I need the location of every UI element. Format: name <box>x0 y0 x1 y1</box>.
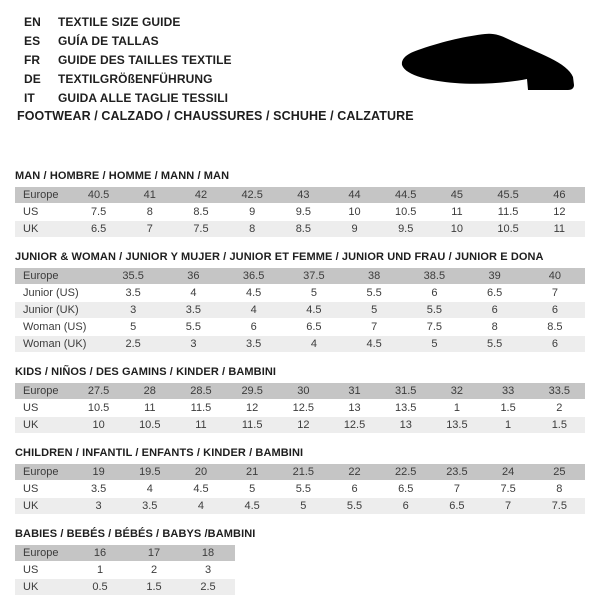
size-cell: 1 <box>483 417 534 434</box>
size-cell: 8.5 <box>278 221 329 238</box>
size-cell: 29.5 <box>227 383 278 400</box>
size-cell: 4 <box>163 285 223 302</box>
table-row <box>15 268 585 285</box>
section-title: MAN / HOMBRE / HOMME / MANN / MAN <box>15 170 230 182</box>
size-cell: 24 <box>483 464 534 481</box>
language-code: IT <box>24 91 35 105</box>
size-cell: 4.5 <box>175 481 226 498</box>
row-label: Europe <box>15 268 103 285</box>
size-cell: 9.5 <box>380 221 431 238</box>
size-cell: 11 <box>175 417 226 434</box>
size-section <box>15 170 585 238</box>
size-tables <box>15 170 585 596</box>
size-cell: 6.5 <box>431 498 482 515</box>
size-cell: 12 <box>534 204 585 221</box>
size-cell: 9 <box>227 204 278 221</box>
row-label: Junior (US) <box>15 285 103 302</box>
row-label: UK <box>15 579 73 596</box>
size-cell: 40 <box>525 268 585 285</box>
size-cell: 8 <box>534 481 585 498</box>
size-cell: 5 <box>103 319 163 336</box>
size-cell: 1 <box>431 400 482 417</box>
size-cell: 2.5 <box>103 336 163 353</box>
language-label: GUIDA ALLE TAGLIE TESSILI <box>58 91 229 105</box>
size-cell: 17 <box>127 545 181 562</box>
size-cell: 7 <box>124 221 175 238</box>
size-cell: 10.5 <box>124 417 175 434</box>
table-row <box>15 204 585 221</box>
language-row <box>24 89 232 108</box>
section-title: JUNIOR & WOMAN / JUNIOR Y MUJER / JUNIOR ET FEMME / JUNIOR UND FRAU / JUNIOR E DONA <box>15 251 544 263</box>
row-label: Woman (US) <box>15 319 103 336</box>
size-cell: 35.5 <box>103 268 163 285</box>
size-cell: 1.5 <box>127 579 181 596</box>
row-label: Europe <box>15 545 73 562</box>
size-cell: 10.5 <box>73 400 124 417</box>
table-row <box>15 417 585 434</box>
size-cell: 11 <box>534 221 585 238</box>
size-cell: 5.5 <box>278 481 329 498</box>
size-cell: 9.5 <box>278 204 329 221</box>
size-cell: 7.5 <box>534 498 585 515</box>
size-cell: 28.5 <box>175 383 226 400</box>
size-cell: 3.5 <box>163 302 223 319</box>
size-cell: 5.5 <box>404 302 464 319</box>
size-cell: 13.5 <box>380 400 431 417</box>
size-cell: 37.5 <box>284 268 344 285</box>
table-row <box>15 187 585 204</box>
size-cell: 5 <box>404 336 464 353</box>
language-row <box>24 70 232 89</box>
table-row <box>15 336 585 353</box>
size-cell: 4.5 <box>284 302 344 319</box>
size-cell: 32 <box>431 383 482 400</box>
size-cell: 12 <box>227 400 278 417</box>
size-cell: 3.5 <box>73 481 124 498</box>
size-cell: 5 <box>284 285 344 302</box>
size-cell: 10 <box>431 221 482 238</box>
size-cell: 44 <box>329 187 380 204</box>
language-code: DE <box>24 72 41 86</box>
size-section <box>15 447 585 515</box>
table-row <box>15 562 235 579</box>
size-section <box>15 528 585 596</box>
size-cell: 0.5 <box>73 579 127 596</box>
size-cell: 7.5 <box>483 481 534 498</box>
table-row <box>15 400 585 417</box>
size-cell: 36.5 <box>224 268 284 285</box>
size-cell: 6.5 <box>465 285 525 302</box>
table-row <box>15 498 585 515</box>
size-cell: 3.5 <box>124 498 175 515</box>
size-cell: 5 <box>227 481 278 498</box>
row-label: Europe <box>15 464 73 481</box>
row-label: UK <box>15 498 73 515</box>
size-cell: 11.5 <box>175 400 226 417</box>
table-row <box>15 579 235 596</box>
size-cell: 4 <box>284 336 344 353</box>
size-cell: 46 <box>534 187 585 204</box>
size-cell: 3 <box>181 562 235 579</box>
size-cell: 27.5 <box>73 383 124 400</box>
size-cell: 18 <box>181 545 235 562</box>
size-cell: 6.5 <box>380 481 431 498</box>
size-cell: 38 <box>344 268 404 285</box>
size-cell: 7 <box>431 481 482 498</box>
category-line: FOOTWEAR / CALZADO / CHAUSSURES / SCHUHE / CALZATURE <box>17 109 414 123</box>
size-cell: 43 <box>278 187 329 204</box>
language-label: GUÍA DE TALLAS <box>58 34 159 48</box>
size-cell: 6 <box>525 302 585 319</box>
size-table <box>15 187 585 238</box>
size-section <box>15 366 585 434</box>
size-cell: 12.5 <box>278 400 329 417</box>
size-cell: 4 <box>175 498 226 515</box>
language-row <box>24 51 232 70</box>
size-cell: 12 <box>278 417 329 434</box>
size-cell: 21.5 <box>278 464 329 481</box>
size-cell: 8 <box>124 204 175 221</box>
size-cell: 4.5 <box>344 336 404 353</box>
size-cell: 33.5 <box>534 383 585 400</box>
size-cell: 10.5 <box>483 221 534 238</box>
size-cell: 2 <box>127 562 181 579</box>
size-cell: 5 <box>278 498 329 515</box>
size-cell: 5.5 <box>163 319 223 336</box>
size-cell: 11.5 <box>227 417 278 434</box>
size-cell: 39 <box>465 268 525 285</box>
language-row <box>24 13 232 32</box>
size-cell: 19.5 <box>124 464 175 481</box>
section-title: BABIES / BEBÉS / BÉBÉS / BABYS /BAMBINI <box>15 528 256 540</box>
size-cell: 3.5 <box>103 285 163 302</box>
size-cell: 2.5 <box>181 579 235 596</box>
table-row <box>15 545 235 562</box>
size-cell: 4 <box>224 302 284 319</box>
size-cell: 1.5 <box>534 417 585 434</box>
size-cell: 5.5 <box>344 285 404 302</box>
size-cell: 13 <box>380 417 431 434</box>
size-cell: 11.5 <box>483 204 534 221</box>
section-title: CHILDREN / INFANTIL / ENFANTS / KINDER / BAMBINI <box>15 447 304 459</box>
size-cell: 40.5 <box>73 187 124 204</box>
size-section <box>15 251 585 353</box>
size-cell: 8 <box>227 221 278 238</box>
table-row <box>15 285 585 302</box>
size-cell: 19 <box>73 464 124 481</box>
size-table <box>15 545 235 596</box>
table-row <box>15 464 585 481</box>
size-cell: 22 <box>329 464 380 481</box>
size-cell: 6 <box>329 481 380 498</box>
row-label: US <box>15 400 73 417</box>
size-cell: 8.5 <box>525 319 585 336</box>
section-title: KIDS / NIÑOS / DES GAMINS / KINDER / BAMBINI <box>15 366 277 378</box>
row-label: Europe <box>15 383 73 400</box>
size-cell: 20 <box>175 464 226 481</box>
table-row <box>15 302 585 319</box>
size-cell: 4.5 <box>224 285 284 302</box>
size-cell: 6.5 <box>284 319 344 336</box>
size-cell: 41 <box>124 187 175 204</box>
size-cell: 4.5 <box>227 498 278 515</box>
size-cell: 12.5 <box>329 417 380 434</box>
size-cell: 7.5 <box>404 319 464 336</box>
table-row <box>15 481 585 498</box>
size-cell: 3 <box>73 498 124 515</box>
size-cell: 28 <box>124 383 175 400</box>
size-cell: 8.5 <box>175 204 226 221</box>
dress-shoe-icon <box>399 33 577 93</box>
size-cell: 13 <box>329 400 380 417</box>
size-cell: 16 <box>73 545 127 562</box>
size-cell: 7 <box>525 285 585 302</box>
size-cell: 45.5 <box>483 187 534 204</box>
language-code: ES <box>24 34 41 48</box>
size-cell: 6 <box>404 285 464 302</box>
size-cell: 11 <box>124 400 175 417</box>
table-row <box>15 383 585 400</box>
size-cell: 10.5 <box>380 204 431 221</box>
size-cell: 45 <box>431 187 482 204</box>
size-cell: 1.5 <box>483 400 534 417</box>
row-label: UK <box>15 417 73 434</box>
size-cell: 22.5 <box>380 464 431 481</box>
language-row <box>24 32 232 51</box>
size-cell: 6 <box>224 319 284 336</box>
row-label: UK <box>15 221 73 238</box>
size-cell: 1 <box>73 562 127 579</box>
size-cell: 13.5 <box>431 417 482 434</box>
size-cell: 3 <box>163 336 223 353</box>
size-cell: 42 <box>175 187 226 204</box>
size-table <box>15 268 585 353</box>
size-cell: 8 <box>465 319 525 336</box>
size-cell: 30 <box>278 383 329 400</box>
size-cell: 6 <box>465 302 525 319</box>
size-cell: 9 <box>329 221 380 238</box>
language-code: FR <box>24 53 41 67</box>
row-label: Europe <box>15 187 73 204</box>
size-cell: 23.5 <box>431 464 482 481</box>
row-label: US <box>15 204 73 221</box>
language-code: EN <box>24 15 41 29</box>
language-label: GUIDE DES TAILLES TEXTILE <box>58 53 232 67</box>
size-cell: 4 <box>124 481 175 498</box>
table-row <box>15 319 585 336</box>
language-label: TEXTILE SIZE GUIDE <box>58 15 181 29</box>
size-cell: 11 <box>431 204 482 221</box>
size-cell: 33 <box>483 383 534 400</box>
table-row <box>15 221 585 238</box>
size-cell: 7.5 <box>175 221 226 238</box>
row-label: Junior (UK) <box>15 302 103 319</box>
size-cell: 6.5 <box>73 221 124 238</box>
size-cell: 25 <box>534 464 585 481</box>
row-label: US <box>15 481 73 498</box>
size-cell: 10 <box>73 417 124 434</box>
size-table <box>15 383 585 434</box>
size-cell: 38.5 <box>404 268 464 285</box>
size-cell: 5.5 <box>465 336 525 353</box>
size-cell: 2 <box>534 400 585 417</box>
size-cell: 5 <box>344 302 404 319</box>
language-list <box>24 13 232 108</box>
language-label: TEXTILGRÖßENFÜHRUNG <box>58 72 213 86</box>
size-cell: 44.5 <box>380 187 431 204</box>
size-cell: 21 <box>227 464 278 481</box>
size-cell: 3.5 <box>224 336 284 353</box>
size-cell: 31.5 <box>380 383 431 400</box>
size-cell: 7 <box>483 498 534 515</box>
size-cell: 3 <box>103 302 163 319</box>
size-cell: 5.5 <box>329 498 380 515</box>
size-cell: 42.5 <box>227 187 278 204</box>
row-label: Woman (UK) <box>15 336 103 353</box>
row-label: US <box>15 562 73 579</box>
size-cell: 10 <box>329 204 380 221</box>
size-cell: 7.5 <box>73 204 124 221</box>
size-cell: 6 <box>525 336 585 353</box>
size-cell: 36 <box>163 268 223 285</box>
size-cell: 7 <box>344 319 404 336</box>
size-cell: 6 <box>380 498 431 515</box>
size-table <box>15 464 585 515</box>
size-cell: 31 <box>329 383 380 400</box>
